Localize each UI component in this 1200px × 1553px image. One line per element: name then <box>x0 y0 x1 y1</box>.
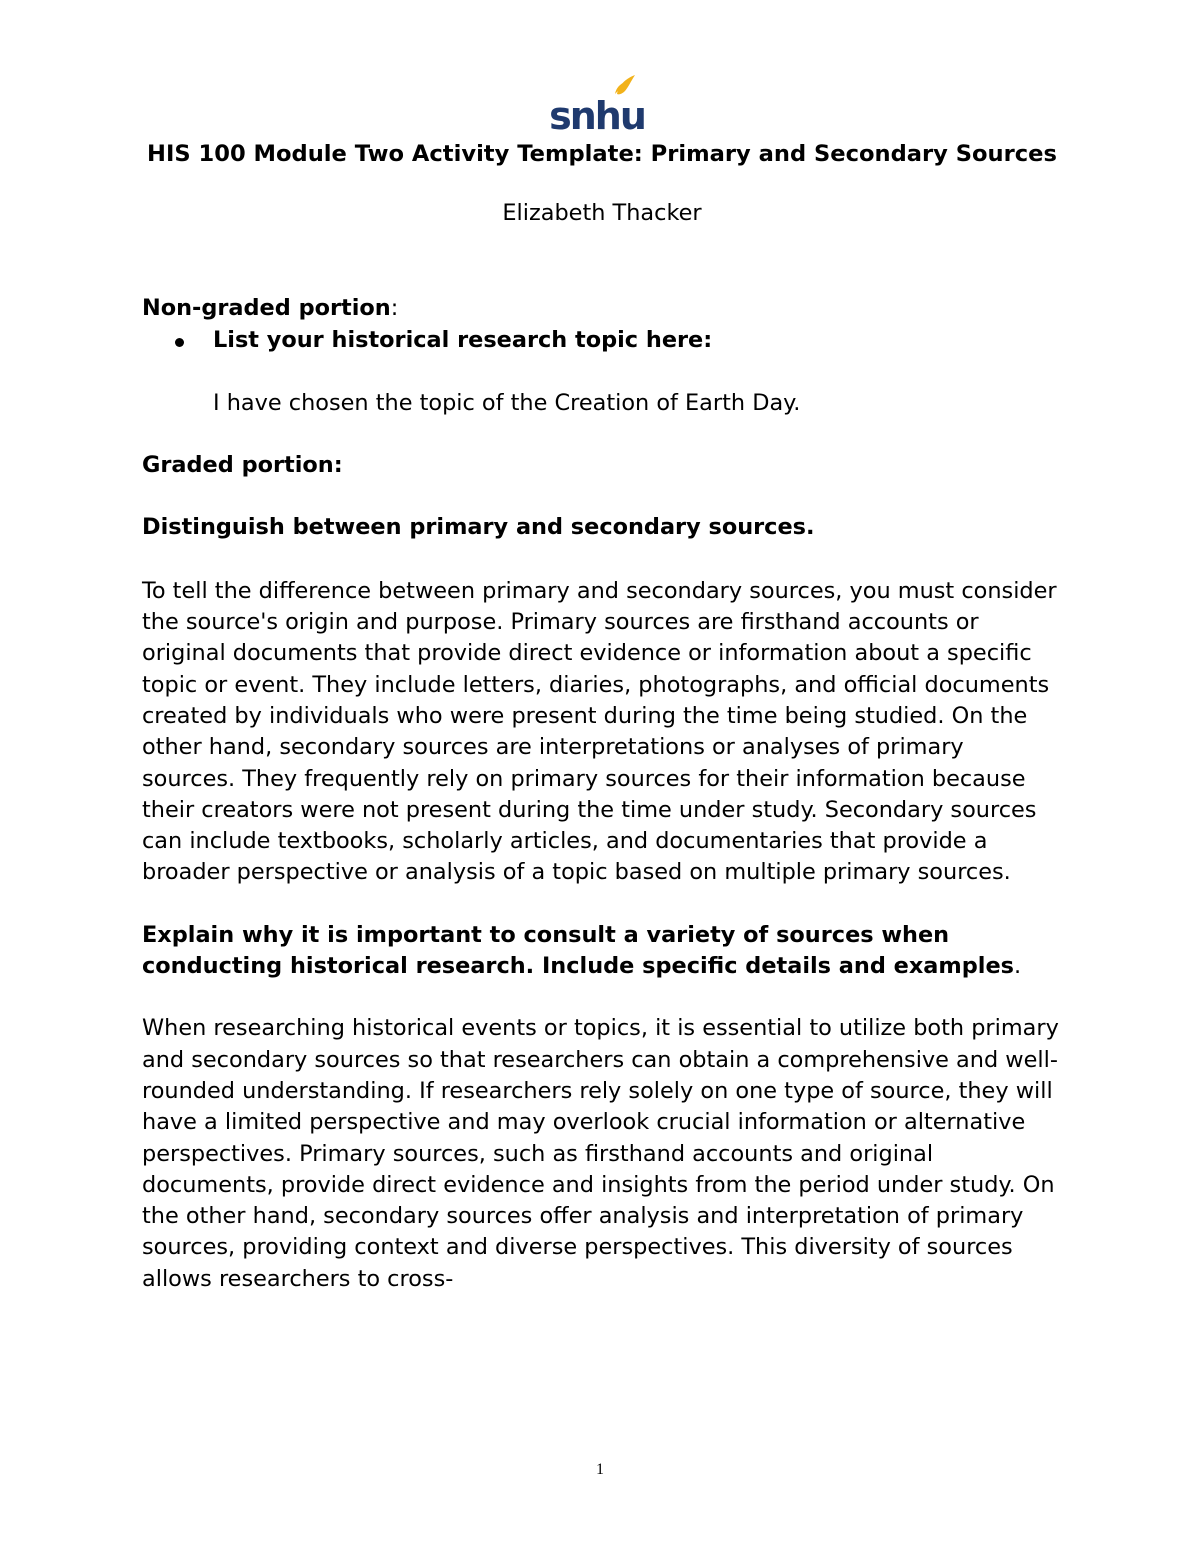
graded-heading: Graded portion: <box>142 452 343 479</box>
topic-list <box>142 325 1062 356</box>
question-2: Explain why it is important to consult a variety of sources when conducting historical research. Include specific details and examples <box>142 921 1014 980</box>
page-number: 1 <box>596 1461 604 1478</box>
non-graded-label: Non-graded portion <box>142 295 391 322</box>
answer-1: To tell the difference between primary and secondary sources, you must consider the source's origin and purpose. Primary sources are firsthand accounts or original documents that provide direct evidence or information about a specific topic or event. They include letters, diaries, photographs, and official documents created by individuals who were present during the time being studied. On the other hand, secondary sources are interpretations or analyses of primary sources. They frequently rely on primary sources for their information because their creators were not present during the time under study. Secondary sources can include textbooks, scholarly articles, and documentaries that provide a broader perspective or analysis of a topic based on multiple primary sources. <box>142 577 1057 886</box>
answer-2: When researching historical events or topics, it is essential to utilize both primary and secondary sources so that researchers can obtain a comprehensive and well-rounded understanding. If researchers rely solely on one type of source, they will have a limited perspective and may overlook crucial information or alternative perspectives. Primary sources, such as firsthand accounts and original documents, provide direct evidence and insights from the period under study. On the other hand, secondary sources offer analysis and interpretation of primary sources, providing context and diverse perspectives. This diversity of sources allows researchers to cross- <box>142 1015 1059 1292</box>
non-graded-heading <box>142 293 1062 324</box>
question-2-period: . <box>1013 953 1022 980</box>
snhu-logo <box>549 72 645 138</box>
bullet-icon <box>175 338 184 347</box>
topic-prompt: List your historical research topic here: <box>213 326 713 353</box>
question-1: Distinguish between primary and secondary sources. <box>142 514 815 541</box>
document-title: HIS 100 Module Two Activity Template: Primary and Secondary Sources <box>147 141 1057 167</box>
topic-answer: I have chosen the topic of the Creation of Earth Day. <box>213 389 801 416</box>
author-name: Elizabeth Thacker <box>502 200 702 226</box>
flame-icon <box>549 72 645 138</box>
list-item <box>142 325 1062 356</box>
non-graded-colon: : <box>390 295 399 322</box>
document-body <box>142 139 1062 1295</box>
logo-text: snhu <box>549 94 645 138</box>
question-2-heading <box>142 920 1062 983</box>
